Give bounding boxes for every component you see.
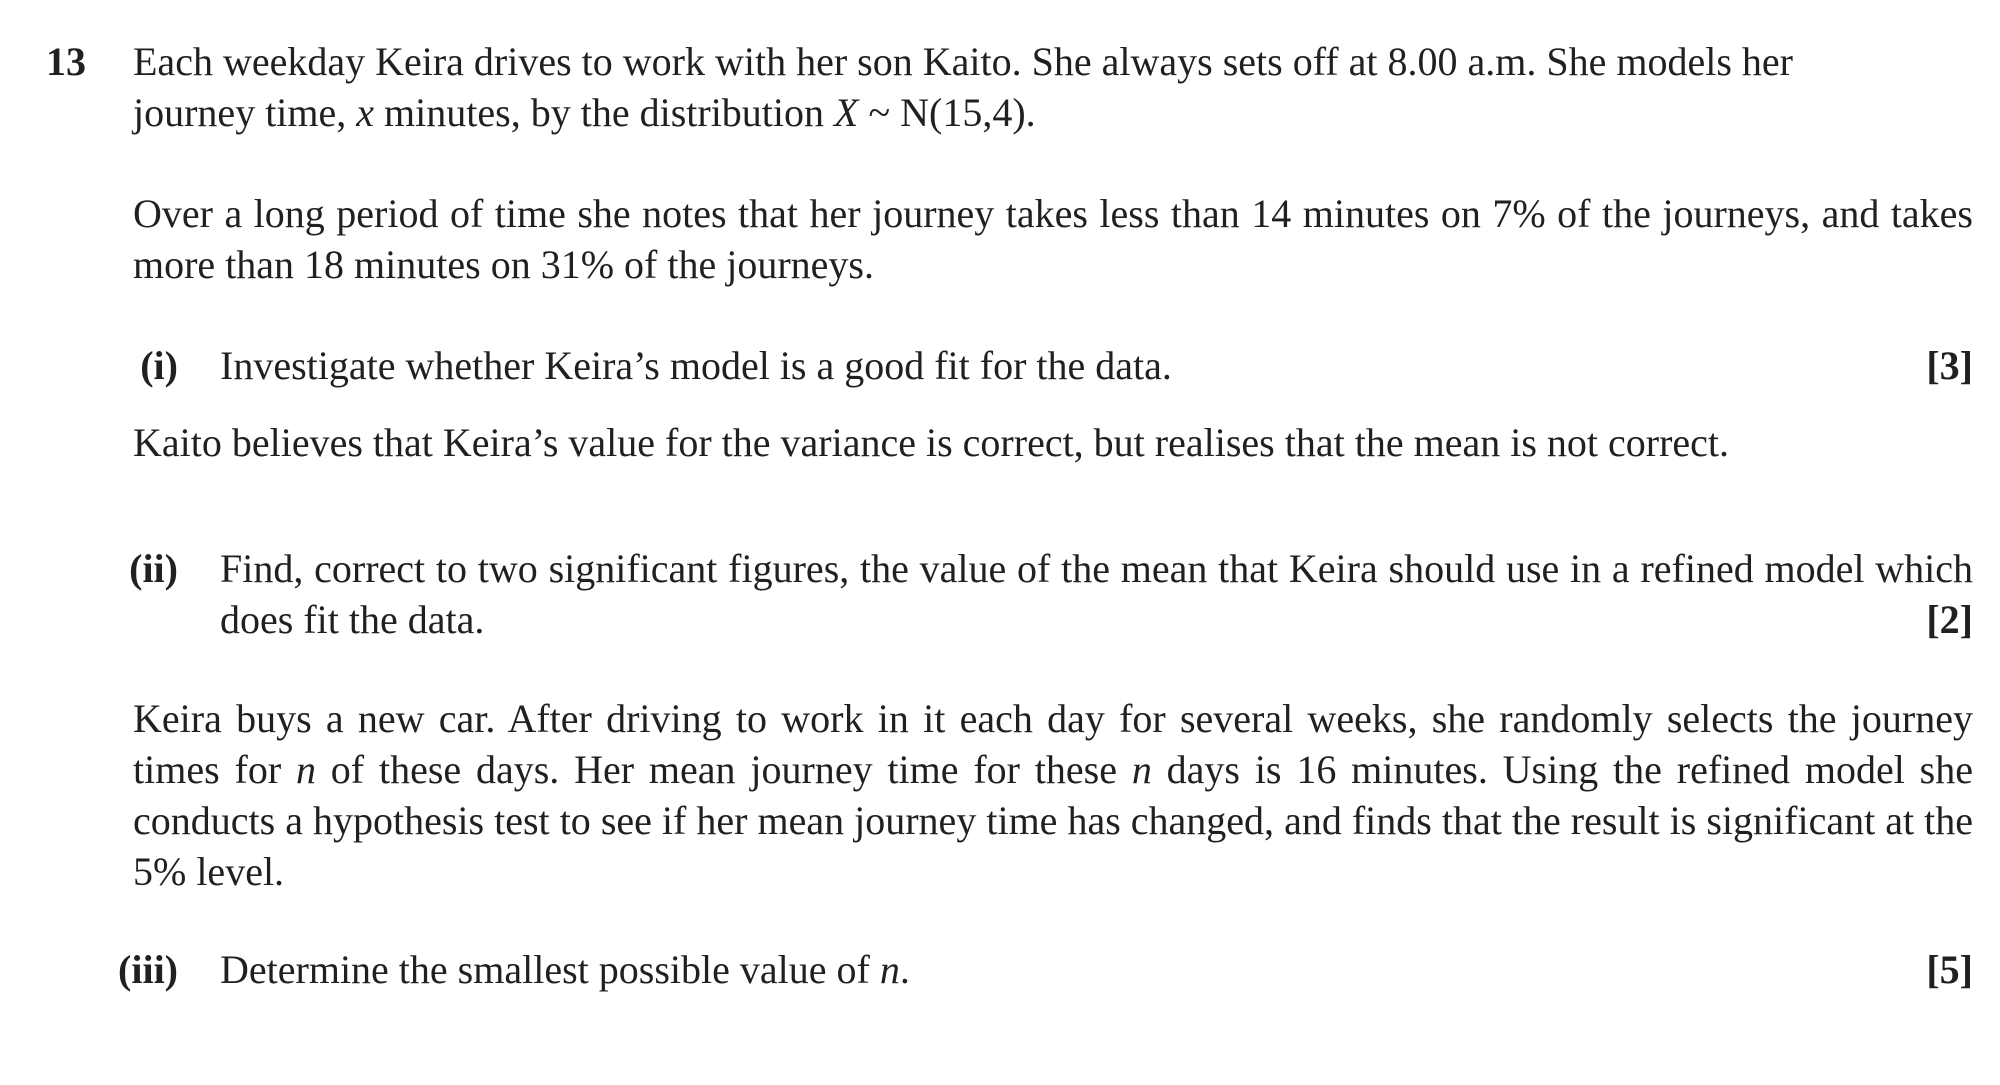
variable-n: n: [879, 947, 900, 992]
kaito-paragraph: Kaito believes that Keira’s value for the variance is correct, but realises that the mean is not correct.: [133, 420, 1730, 465]
question-intro: [133, 36, 1973, 138]
variable-x: x: [356, 90, 375, 135]
observation-paragraph: Over a long period of time she notes that her journey takes less than 14 minutes on 7% of the journeys, and takes more than 18 minutes on 31% of the journeys.: [133, 191, 1973, 287]
question-number: 13: [46, 39, 86, 84]
intro-line-1: Each weekday Keira drives to work with her son Kaito. She always sets off at 8.00 a.m. She models her: [133, 39, 1793, 84]
part-i-label: (i): [140, 343, 178, 388]
part-ii-label: (ii): [129, 546, 178, 591]
part-i-text: Investigate whether Keira’s model is a good fit for the data.: [220, 343, 1172, 388]
variable-n: n: [1131, 747, 1152, 792]
part-i-marks: [3]: [1926, 343, 1973, 388]
part-iii-text: Determine the smallest possible value of n.: [220, 947, 910, 992]
part-ii-marks: [2]: [1926, 597, 1973, 642]
part-iii-label: (iii): [118, 947, 178, 992]
variable-X: X: [834, 90, 859, 135]
part-ii-text: Find, correct to two significant figures, the value of the mean that Keira should use in a refined model which does fit the data.: [220, 546, 1973, 642]
intro-line-2: journey time, x minutes, by the distribution X ~ N(15,4).: [133, 90, 1036, 135]
new-car-paragraph: Keira buys a new car. After driving to work in it each day for several weeks, she randomly selects the journey times for n of these days. Her mean journey time for these n days is 16 minutes. Using the refined model she conducts a hypothesis test to see if her mean journey time has changed, and finds that the result is significant at the 5% level.: [133, 696, 1973, 894]
variable-n: n: [295, 747, 316, 792]
part-iii-marks: [5]: [1926, 947, 1973, 992]
